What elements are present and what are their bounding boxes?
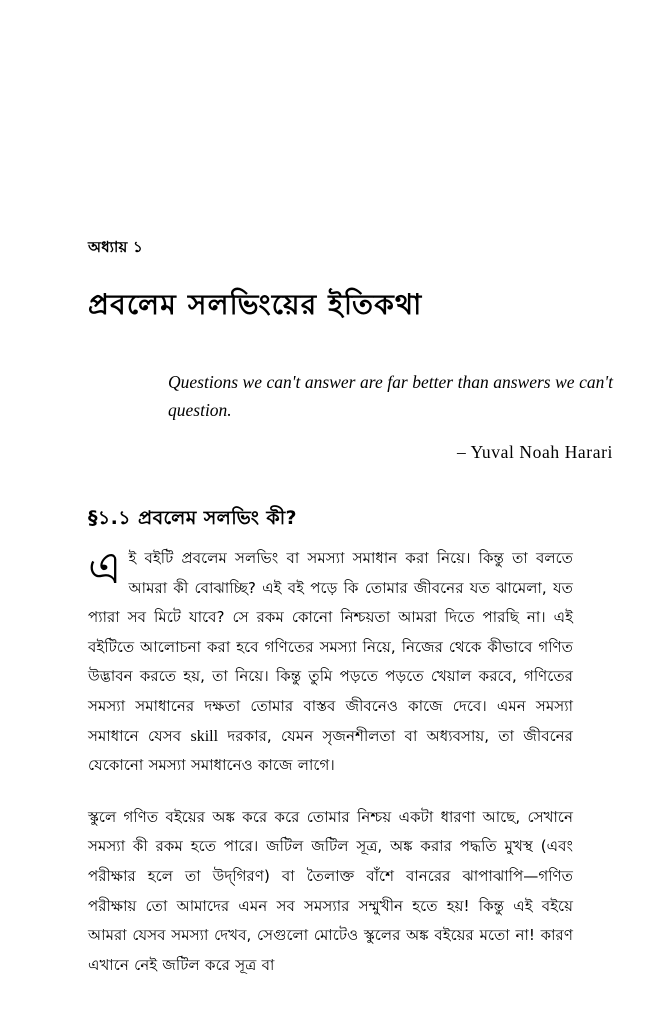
drop-cap: এ bbox=[88, 543, 122, 594]
paragraph-1 bbox=[88, 544, 573, 781]
epigraph-quote: Questions we can't answer are far better than answers we can't question. bbox=[168, 372, 613, 421]
paragraph-1-text-after-latin: দরকার, যেমন সৃজনশীলতা বা অধ্যবসায়, তা জীবনের যেকোনো সমস্যা সমাধানেও কাজে লাগে। bbox=[88, 726, 573, 775]
chapter-title: প্রবলেম সলভিংয়ের ইতিকথা bbox=[88, 287, 423, 321]
paragraph-1-latin-term: skill bbox=[190, 727, 219, 745]
paragraph-1-text-before-latin: ই বইটি প্রবলেম সলভিং বা সমস্যা সমাধান করা নিয়ে। কিন্তু তা বলতে আমরা কী বোঝাচ্ছি? এই বই পড়ে কি তোমার জীবনের যত ঝামেলা, যত প্যারা সব মিটে যাবে? সে রকম কোনো নিশ্চয়তা আমরা দিতে পারছি না। এই বইটিতে আলোচনা করা হবে গণিতের সমস্যা নিয়ে, নিজের থেকে কীভাবে গণিত উদ্ভাবন করতে হয়, তা নিয়ে। কিন্তু তুমি পড়তে পড়তে খেয়াল করবে, গণিতের সমস্যা সমাধানের দক্ষতা তোমার বাস্তব জীবনেও কাজে দেবে। এমন সমস্যা সমাধানে যেসব bbox=[88, 549, 573, 745]
paragraph-2: স্কুলে গণিত বইয়ের অঙ্ক করে করে তোমার নিশ্চয় একটা ধারণা আছে, সেখানে সমস্যা কী রকম হতে পারে। জটিল জটিল সূত্র, অঙ্ক করার পদ্ধতি মুখস্থ (এবং পরীক্ষার হলে তা উদ্‌গিরণ) বা তৈলাক্ত বাঁশে বানরের ঝাপাঝাপি—গণিত পরীক্ষায় তো আমাদের এমন সব সমস্যার সম্মুখীন হতে হয়! কিন্তু এই বইয়ে আমরা যেসব সমস্যা দেখব, সেগুলো মোটেও স্কুলের অঙ্ক বইয়ের মতো না! কারণ এখানে নেই জটিল করে সূত্র বা bbox=[88, 807, 573, 974]
epigraph-block bbox=[168, 368, 613, 465]
epigraph-attribution: – Yuval Noah Harari bbox=[456, 441, 613, 462]
body-text-block bbox=[88, 544, 573, 980]
section-heading: §১.১ প্রবলেম সলভিং কী? bbox=[88, 506, 297, 529]
chapter-label: অধ্যায় ১ bbox=[88, 238, 143, 256]
